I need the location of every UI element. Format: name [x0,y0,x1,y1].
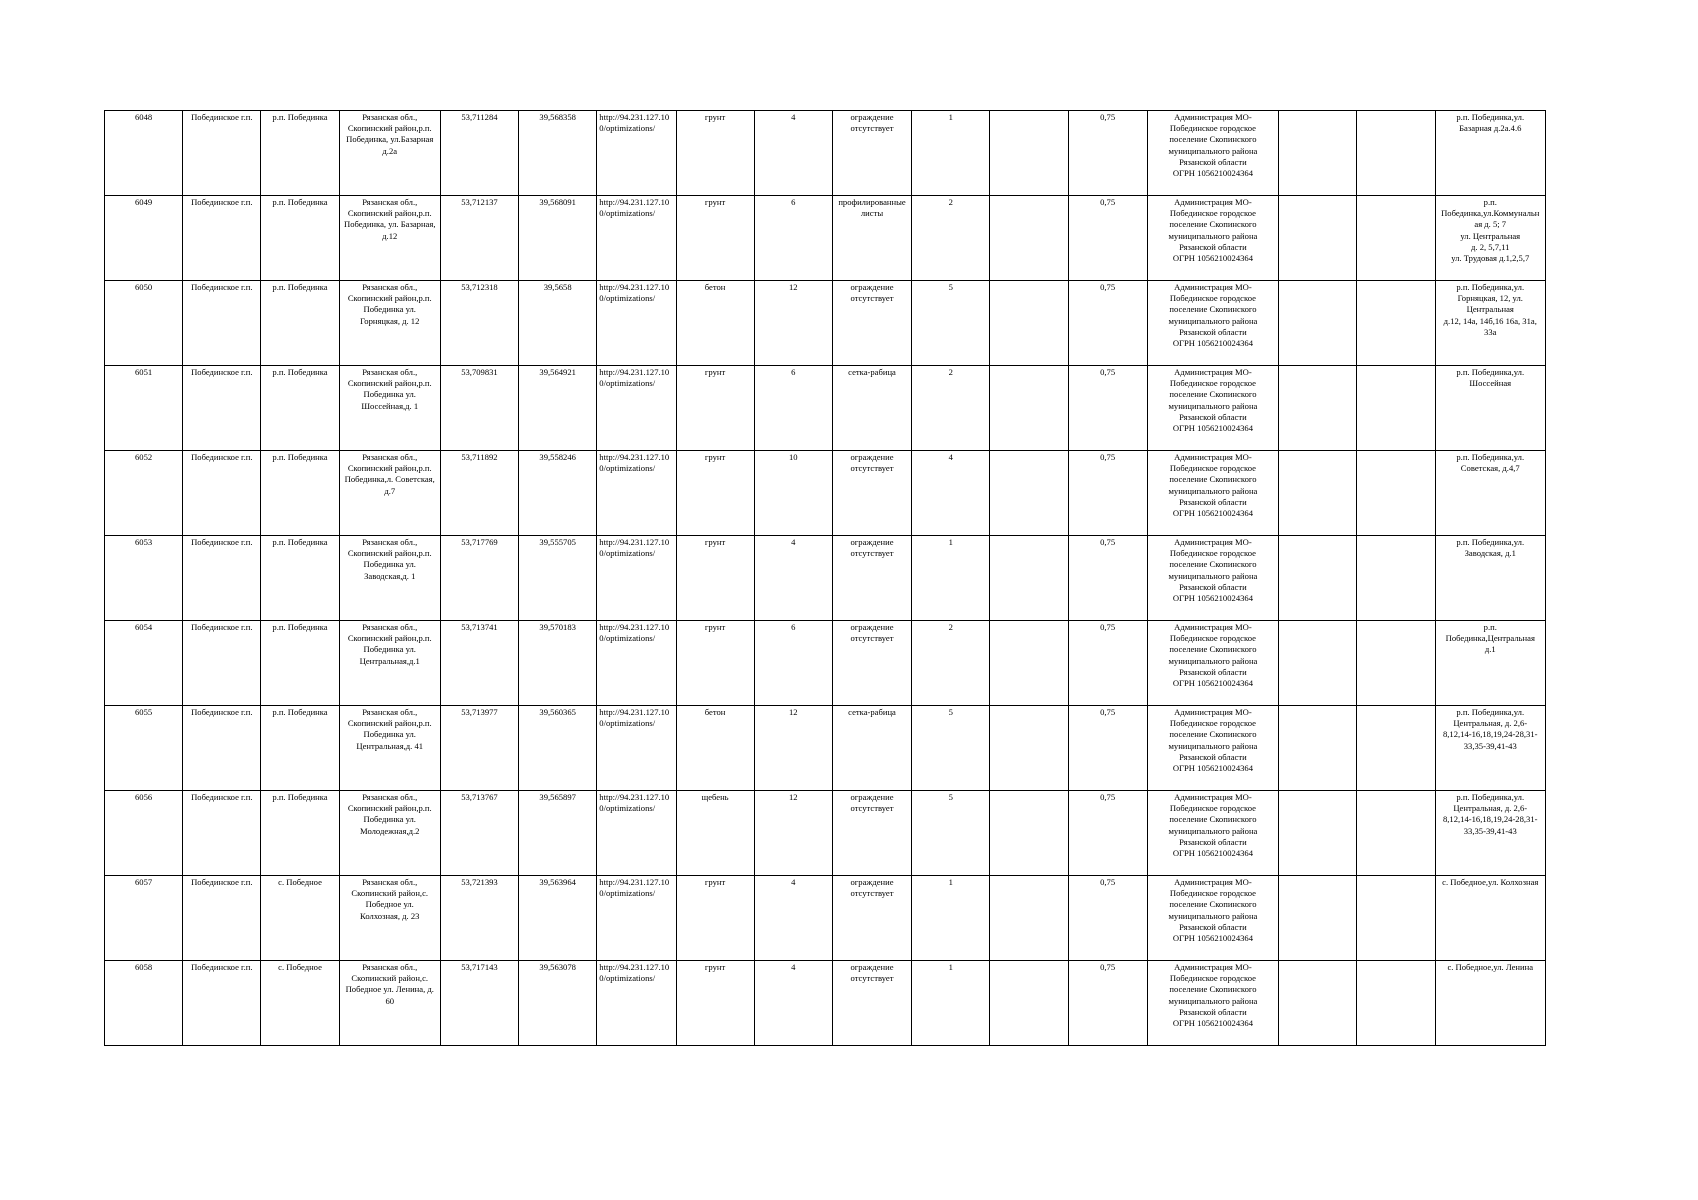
table-row [105,536,1546,621]
cell-owner: Администрация МО- Побединское городское поселение Скопинского муниципального района Рязанской области ОГРН 1056210024364 [1147,536,1278,621]
cell-area: 6 [754,621,832,706]
cell-fence: ограждение отсутствует [832,961,911,1046]
cell-empty [1279,281,1357,366]
cell-locality: р.п. Побединка [261,451,339,536]
cell-settlement: Побединское г.п. [183,196,261,281]
cell-empty [1279,111,1357,196]
cell-number: 6058 [105,961,183,1046]
cell-sources: р.п. Побединка,ул. Шоссейная [1435,366,1545,451]
cell-longitude: 39,558246 [519,451,597,536]
cell-fence: ограждение отсутствует [832,876,911,961]
cell-latitude: 53,711892 [440,451,518,536]
table-row [105,281,1546,366]
cell-link: http://94.231.127.10 0/optimizations/ [597,451,676,536]
cell-volume: 0,75 [1068,536,1147,621]
cell-empty [1279,536,1357,621]
cell-empty [1357,791,1435,876]
cell-address: Рязанская обл., Скопинский район,р.п. Побединка, ул. Базарная, д.12 [339,196,440,281]
cell-volume: 0,75 [1068,366,1147,451]
cell-address: Рязанская обл., Скопинский район,р.п. Побединка ул. Горняцкая, д. 12 [339,281,440,366]
cell-sources: р.п. Побединка,ул. Центральная, д. 2,6- 8,12,14-16,18,19,24-28,31- 33,35-39,41-43 [1435,791,1545,876]
cell-empty [1357,451,1435,536]
cell-locality: р.п. Побединка [261,196,339,281]
cell-surface: грунт [676,961,754,1046]
cell-empty [990,451,1068,536]
cell-link: http://94.231.127.10 0/optimizations/ [597,706,676,791]
cell-empty [1357,876,1435,961]
cell-empty [1279,876,1357,961]
cell-locality: р.п. Побединка [261,621,339,706]
cell-area: 12 [754,791,832,876]
cell-surface: грунт [676,451,754,536]
cell-latitude: 53,717769 [440,536,518,621]
cell-empty [990,876,1068,961]
cell-fence: ограждение отсутствует [832,791,911,876]
cell-settlement: Побединское г.п. [183,366,261,451]
cell-fence: сетка-рабица [832,366,911,451]
cell-number: 6057 [105,876,183,961]
cell-fence: ограждение отсутствует [832,621,911,706]
cell-locality: р.п. Побединка [261,706,339,791]
cell-empty [1357,536,1435,621]
cell-latitude: 53,713767 [440,791,518,876]
cell-address: Рязанская обл., Скопинский район,р.п. Побединка ул. Центральная,д.1 [339,621,440,706]
cell-owner: Администрация МО- Побединское городское поселение Скопинского муниципального района Рязанской области ОГРН 1056210024364 [1147,961,1278,1046]
table-row [105,111,1546,196]
cell-area: 4 [754,111,832,196]
cell-settlement: Побединское г.п. [183,536,261,621]
cell-empty [1357,706,1435,791]
cell-surface: грунт [676,111,754,196]
cell-empty [1279,706,1357,791]
cell-address: Рязанская обл., Скопинский район,р.п. Побединка ул. Молодежная,д.2 [339,791,440,876]
cell-empty [990,196,1068,281]
cell-sources: р.п. Побединка,Центральная д.1 [1435,621,1545,706]
cell-latitude: 53,712137 [440,196,518,281]
cell-locality: р.п. Побединка [261,281,339,366]
cell-owner: Администрация МО- Побединское городское поселение Скопинского муниципального района Рязанской области ОГРН 1056210024364 [1147,621,1278,706]
cell-longitude: 39,565897 [519,791,597,876]
table-row [105,366,1546,451]
cell-empty [990,111,1068,196]
cell-surface: бетон [676,706,754,791]
cell-containers: 4 [912,451,990,536]
cell-containers: 2 [912,621,990,706]
cell-settlement: Побединское г.п. [183,876,261,961]
cell-fence: ограждение отсутствует [832,451,911,536]
cell-empty [1279,196,1357,281]
cell-fence: ограждение отсутствует [832,536,911,621]
cell-volume: 0,75 [1068,281,1147,366]
cell-empty [1357,196,1435,281]
cell-fence: ограждение отсутствует [832,111,911,196]
cell-longitude: 39,564921 [519,366,597,451]
cell-empty [990,281,1068,366]
cell-link: http://94.231.127.10 0/optimizations/ [597,111,676,196]
cell-empty [1357,621,1435,706]
cell-volume: 0,75 [1068,876,1147,961]
cell-latitude: 53,721393 [440,876,518,961]
registry-sheet [104,110,1546,1046]
cell-longitude: 39,555705 [519,536,597,621]
cell-link: http://94.231.127.10 0/optimizations/ [597,366,676,451]
cell-empty [990,961,1068,1046]
cell-fence: сетка-рабица [832,706,911,791]
cell-fence: профилированные листы [832,196,911,281]
cell-settlement: Побединское г.п. [183,281,261,366]
cell-link: http://94.231.127.10 0/optimizations/ [597,876,676,961]
cell-empty [1279,451,1357,536]
cell-empty [1357,366,1435,451]
cell-surface: грунт [676,366,754,451]
cell-surface: грунт [676,876,754,961]
cell-number: 6053 [105,536,183,621]
cell-settlement: Побединское г.п. [183,706,261,791]
cell-longitude: 39,5658 [519,281,597,366]
cell-empty [1357,111,1435,196]
cell-latitude: 53,711284 [440,111,518,196]
cell-number: 6055 [105,706,183,791]
cell-link: http://94.231.127.10 0/optimizations/ [597,791,676,876]
cell-volume: 0,75 [1068,961,1147,1046]
cell-locality: с. Победное [261,961,339,1046]
cell-containers: 5 [912,791,990,876]
cell-address: Рязанская обл., Скопинский район,р.п. Побединка ул. Заводская,д. 1 [339,536,440,621]
cell-number: 6056 [105,791,183,876]
cell-latitude: 53,713741 [440,621,518,706]
cell-empty [990,536,1068,621]
cell-address: Рязанская обл., Скопинский район,с. Победное ул. Колхозная, д. 23 [339,876,440,961]
cell-area: 6 [754,196,832,281]
cell-owner: Администрация МО- Побединское городское поселение Скопинского муниципального района Рязанской области ОГРН 1056210024364 [1147,451,1278,536]
cell-sources: р.п. Побединка,ул. Советская, д.4,7 [1435,451,1545,536]
cell-area: 10 [754,451,832,536]
cell-locality: с. Победное [261,876,339,961]
cell-area: 4 [754,961,832,1046]
cell-sources: р.п. Побединка,ул. Горняцкая, 12, ул. Центральная д.12, 14а, 14б,16 16а, 31а, 33а [1435,281,1545,366]
cell-area: 12 [754,281,832,366]
cell-locality: р.п. Побединка [261,366,339,451]
cell-longitude: 39,560365 [519,706,597,791]
cell-sources: р.п. Побединка,ул. Заводская, д.1 [1435,536,1545,621]
cell-empty [1279,366,1357,451]
table-row [105,961,1546,1046]
cell-volume: 0,75 [1068,451,1147,536]
cell-surface: щебень [676,791,754,876]
cell-number: 6049 [105,196,183,281]
cell-empty [1279,961,1357,1046]
cell-surface: грунт [676,196,754,281]
cell-volume: 0,75 [1068,791,1147,876]
cell-link: http://94.231.127.10 0/optimizations/ [597,961,676,1046]
cell-address: Рязанская обл., Скопинский район,р.п. Побединка ул. Центральная,д. 41 [339,706,440,791]
cell-longitude: 39,563964 [519,876,597,961]
cell-latitude: 53,712318 [440,281,518,366]
cell-sources: с. Победное,ул. Колхозная [1435,876,1545,961]
table-row [105,621,1546,706]
cell-sources: с. Победное,ул. Ленина [1435,961,1545,1046]
registry-table [104,110,1546,1046]
registry-body [105,111,1546,1046]
cell-locality: р.п. Побединка [261,111,339,196]
cell-longitude: 39,570183 [519,621,597,706]
cell-number: 6054 [105,621,183,706]
cell-longitude: 39,568358 [519,111,597,196]
cell-owner: Администрация МО- Побединское городское поселение Скопинского муниципального района Рязанской области ОГРН 1056210024364 [1147,876,1278,961]
cell-link: http://94.231.127.10 0/optimizations/ [597,281,676,366]
cell-address: Рязанская обл., Скопинский район,р.п. Побединка ул. Шоссейная,д. 1 [339,366,440,451]
cell-number: 6051 [105,366,183,451]
cell-empty [1357,281,1435,366]
table-row [105,791,1546,876]
table-row [105,876,1546,961]
cell-link: http://94.231.127.10 0/optimizations/ [597,536,676,621]
cell-containers: 1 [912,111,990,196]
cell-empty [990,366,1068,451]
cell-link: http://94.231.127.10 0/optimizations/ [597,621,676,706]
cell-empty [990,706,1068,791]
cell-empty [1357,961,1435,1046]
cell-number: 6048 [105,111,183,196]
cell-address: Рязанская обл., Скопинский район,р.п. Побединка,л. Советская, д.7 [339,451,440,536]
cell-volume: 0,75 [1068,706,1147,791]
cell-containers: 1 [912,876,990,961]
cell-area: 12 [754,706,832,791]
cell-locality: р.п. Побединка [261,791,339,876]
cell-containers: 2 [912,366,990,451]
cell-sources: р.п. Побединка,ул. Базарная д.2а.4.6 [1435,111,1545,196]
cell-number: 6050 [105,281,183,366]
cell-longitude: 39,568091 [519,196,597,281]
cell-containers: 1 [912,961,990,1046]
cell-containers: 5 [912,281,990,366]
cell-area: 6 [754,366,832,451]
cell-owner: Администрация МО- Побединское городское поселение Скопинского муниципального района Рязанской области ОГРН 1056210024364 [1147,366,1278,451]
cell-latitude: 53,717143 [440,961,518,1046]
cell-link: http://94.231.127.10 0/optimizations/ [597,196,676,281]
cell-latitude: 53,709831 [440,366,518,451]
cell-volume: 0,75 [1068,196,1147,281]
table-row [105,706,1546,791]
cell-containers: 2 [912,196,990,281]
cell-owner: Администрация МО- Побединское городское поселение Скопинского муниципального района Рязанской области ОГРН 1056210024364 [1147,706,1278,791]
cell-longitude: 39,563078 [519,961,597,1046]
cell-address: Рязанская обл., Скопинский район,р.п. Побединка, ул.Базарная д.2а [339,111,440,196]
cell-settlement: Побединское г.п. [183,961,261,1046]
cell-empty [1279,621,1357,706]
cell-containers: 1 [912,536,990,621]
cell-empty [990,621,1068,706]
cell-address: Рязанская обл., Скопинский район,с. Победное ул. Ленина, д. 60 [339,961,440,1046]
cell-owner: Администрация МО- Побединское городское поселение Скопинского муниципального района Рязанской области ОГРН 1056210024364 [1147,111,1278,196]
cell-settlement: Побединское г.п. [183,111,261,196]
cell-settlement: Побединское г.п. [183,451,261,536]
cell-volume: 0,75 [1068,621,1147,706]
cell-sources: р.п. Побединка,ул. Центральная, д. 2,6- 8,12,14-16,18,19,24-28,31- 33,35-39,41-43 [1435,706,1545,791]
cell-surface: грунт [676,536,754,621]
cell-containers: 5 [912,706,990,791]
cell-owner: Администрация МО- Побединское городское поселение Скопинского муниципального района Рязанской области ОГРН 1056210024364 [1147,791,1278,876]
cell-volume: 0,75 [1068,111,1147,196]
cell-fence: ограждение отсутствует [832,281,911,366]
cell-owner: Администрация МО- Побединское городское поселение Скопинского муниципального района Рязанской области ОГРН 1056210024364 [1147,196,1278,281]
cell-surface: грунт [676,621,754,706]
cell-latitude: 53,713977 [440,706,518,791]
cell-sources: р.п. Побединка,ул.Коммунальн ая д. 5; 7 ул. Центральная д. 2, 5,7,11 ул. Трудовая д.1,2,5,7 [1435,196,1545,281]
cell-owner: Администрация МО- Побединское городское поселение Скопинского муниципального района Рязанской области ОГРН 1056210024364 [1147,281,1278,366]
cell-area: 4 [754,876,832,961]
cell-empty [1279,791,1357,876]
cell-number: 6052 [105,451,183,536]
cell-surface: бетон [676,281,754,366]
cell-settlement: Побединское г.п. [183,621,261,706]
cell-settlement: Побединское г.п. [183,791,261,876]
cell-area: 4 [754,536,832,621]
table-row [105,196,1546,281]
cell-empty [990,791,1068,876]
table-row [105,451,1546,536]
cell-locality: р.п. Побединка [261,536,339,621]
